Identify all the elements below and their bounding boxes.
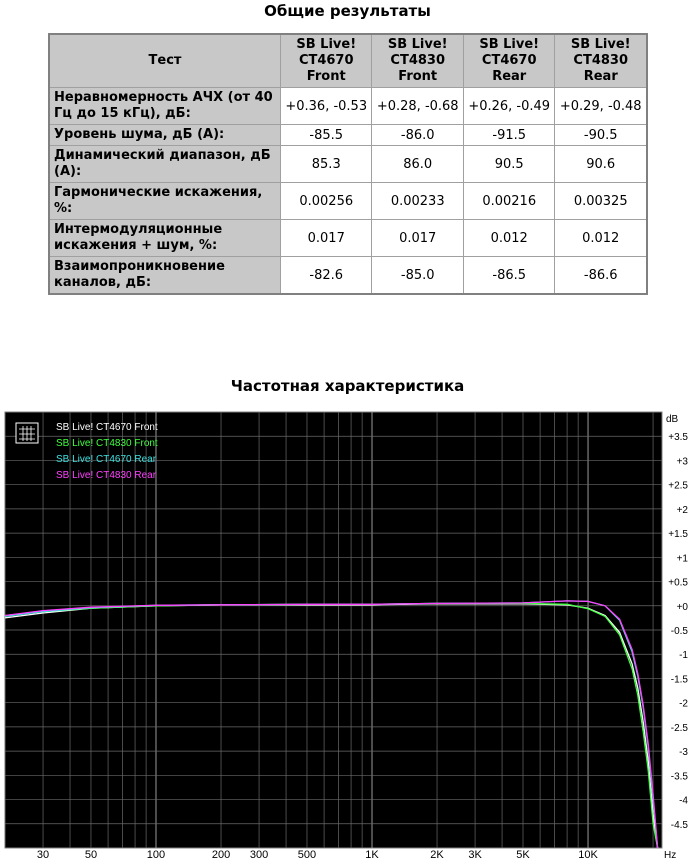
y-tick-label: -2 [679,698,688,710]
y-tick-label: -3 [679,747,688,759]
table-row [49,220,647,257]
x-tick-label: 30 [36,849,50,861]
header-text: SB Live! [296,37,357,52]
table-cell: -86.0 [372,125,463,146]
table-cell: -85.5 [281,125,372,146]
table-cell: +0.29, -0.48 [555,88,647,125]
summary-title: Общие результаты [264,2,431,20]
table-cell: 0.017 [372,220,463,257]
header-cell-col2 [372,34,463,88]
x-tick-label: 100 [146,849,166,861]
x-tick-label: 200 [211,849,231,861]
header-text: CT4670 [481,53,537,68]
table-cell: 86.0 [372,146,463,183]
x-unit-label: Hz [664,850,677,861]
y-tick-label: -2.5 [670,722,688,734]
table-row [49,125,647,146]
header-cell-test [49,34,281,88]
header-cell-col1 [281,34,372,88]
y-tick-label: +0.5 [668,577,688,589]
header-text: Front [398,69,438,84]
table-cell: 0.012 [555,220,647,257]
y-tick-label: +3.5 [668,432,688,444]
legend-entry: SB Live! CT4670 Rear [56,454,157,465]
legend-entry: SB Live! CT4670 Front [56,422,158,433]
header-text: Тест [148,53,182,68]
header-text: Front [306,69,346,84]
table-cell: 0.00233 [372,183,463,220]
frequency-response-chart [0,407,695,866]
y-tick-label: -1 [679,650,688,662]
row-label: Интермодуляционные искажения + шум, %: [49,220,281,257]
legend-entry: SB Live! CT4830 Rear [56,470,157,481]
table-cell: 90.6 [555,146,647,183]
table-cell: -91.5 [463,125,554,146]
header-cell-col4 [555,34,647,88]
table-cell: -90.5 [555,125,647,146]
x-tick-label: 3K [468,849,482,861]
row-label: Уровень шума, дБ (A): [49,125,281,146]
y-tick-label: +0 [676,601,688,613]
y-tick-label: +3 [676,456,688,468]
header-text: SB Live! [479,37,540,52]
table-cell: -86.6 [555,257,647,295]
x-tick-label: 300 [249,849,269,861]
table-cell: +0.26, -0.49 [463,88,554,125]
table-row [49,257,647,295]
y-unit-label: dB [666,414,679,425]
x-tick-label: 1K [365,849,379,861]
header-text: SB Live! [387,37,448,52]
legend-entry: SB Live! CT4830 Front [56,438,158,449]
chart-title: Частотная характеристика [230,377,465,395]
table-row [49,146,647,183]
row-label: Динамический диапазон, дБ (A): [49,146,281,183]
table-cell: 85.3 [281,146,372,183]
table-row [49,88,647,125]
results-table [48,33,648,295]
table-cell: 0.00216 [463,183,554,220]
y-tick-label: +2 [676,504,688,516]
table-cell: 0.017 [281,220,372,257]
table-cell: +0.36, -0.53 [281,88,372,125]
row-label: Неравномерность АЧХ (от 40 Гц до 15 кГц), дБ: [49,88,281,125]
y-tick-label: -3.5 [670,771,688,783]
x-tick-label: 50 [84,849,98,861]
legend-icon [16,423,38,443]
y-tick-label: -4 [679,795,688,807]
table-cell: -82.6 [281,257,372,295]
x-tick-label: 500 [297,849,317,861]
header-text: Rear [583,69,618,84]
y-tick-label: -1.5 [670,674,688,686]
table-cell: 0.012 [463,220,554,257]
y-tick-label: +1 [676,553,688,565]
y-tick-label: -4.5 [670,819,688,831]
header-text: Rear [492,69,527,84]
header-cell-col3 [463,34,554,88]
table-cell: -86.5 [463,257,554,295]
y-tick-label: +1.5 [668,529,688,541]
table-row [49,183,647,220]
header-text: CT4830 [573,53,629,68]
x-tick-label: 2K [430,849,444,861]
header-text: SB Live! [570,37,631,52]
header-text: CT4830 [390,53,446,68]
row-label: Взаимопроникновение каналов, дБ: [49,257,281,295]
table-cell: +0.28, -0.68 [372,88,463,125]
y-tick-label: +2.5 [668,480,688,492]
y-tick-label: -0.5 [670,626,688,637]
table-cell: 0.00325 [555,183,647,220]
x-tick-label: 10K [578,849,598,861]
row-label: Гармонические искажения, %: [49,183,281,220]
table-cell: 0.00256 [281,183,372,220]
x-tick-label: 5K [516,849,530,861]
header-text: CT4670 [298,53,354,68]
table-cell: -85.0 [372,257,463,295]
table-header-row [49,34,647,88]
table-cell: 90.5 [463,146,554,183]
